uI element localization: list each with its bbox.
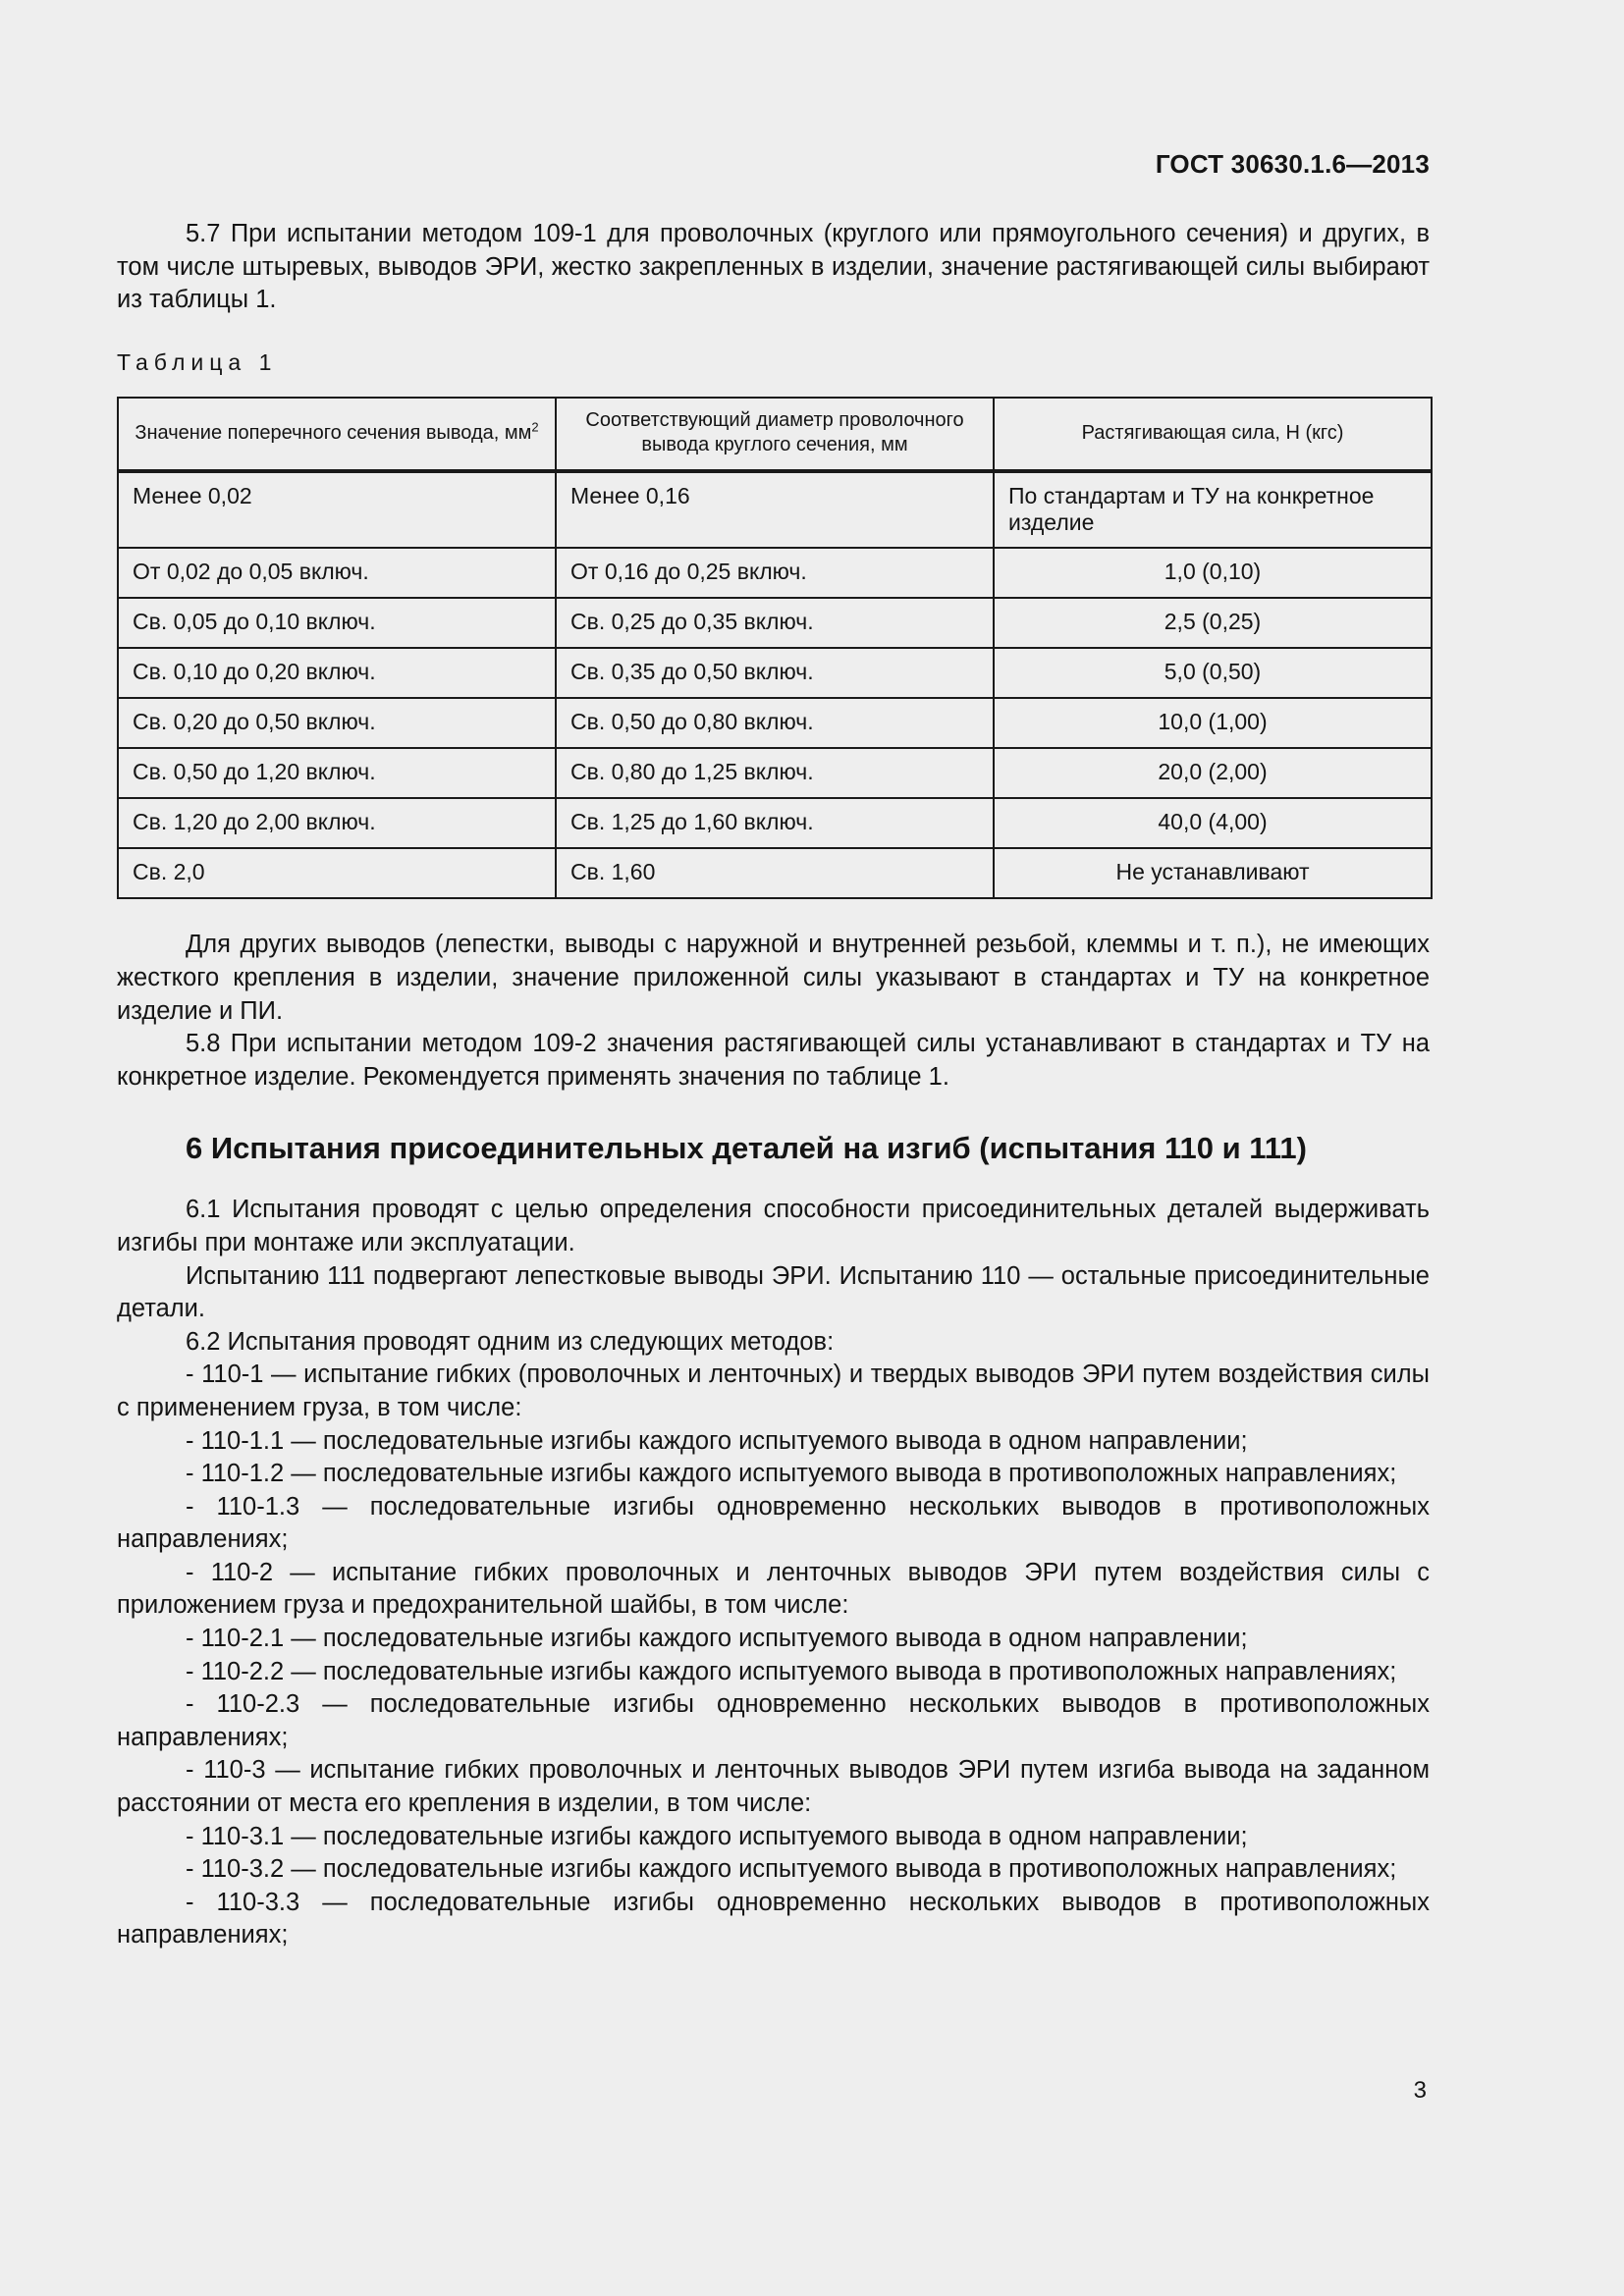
table-row — [118, 798, 1432, 848]
paragraph-other-leads: Для других выводов (лепестки, выводы с наружной и внутренней резьбой, клеммы и т. п.), не имеющих жесткого крепления в изделии, значение приложенной силы указывают в стандартах и ТУ на конкретное изделие и ПИ. — [117, 931, 1430, 1025]
table-row — [118, 648, 1432, 698]
section-6-heading: 6 Испытания присоединительных деталей на изгиб (испытания 110 и 111) — [186, 1131, 1307, 1166]
cell-diameter: Св. 1,60 — [556, 848, 994, 898]
cell-diameter: Менее 0,16 — [556, 471, 994, 548]
list-item-110-3-3: - 110-3.3 — последовательные изгибы одновременно нескольких выводов в противоположных направлениях; — [117, 1888, 1430, 1949]
list-item-110-1: - 110-1 — испытание гибких (проволочных и ленточных) и твердых выводов ЭРИ путем воздействия силы с применением груза, в том числе: — [117, 1361, 1430, 1421]
cell-section: Св. 0,20 до 0,50 включ. — [118, 698, 556, 748]
cell-force: 1,0 (0,10) — [994, 548, 1432, 598]
cell-diameter: Св. 0,25 до 0,35 включ. — [556, 598, 994, 648]
cell-section: Св. 0,50 до 1,20 включ. — [118, 748, 556, 798]
table-row — [118, 748, 1432, 798]
cell-section: Менее 0,02 — [118, 471, 556, 548]
table-1 — [117, 397, 1433, 899]
cell-force: 5,0 (0,50) — [994, 648, 1432, 698]
cell-section: Св. 0,05 до 0,10 включ. — [118, 598, 556, 648]
list-item-110-2-2: - 110-2.2 — последовательные изгибы каждого испытуемого вывода в противоположных направлениях; — [186, 1657, 1397, 1685]
cell-section: Св. 2,0 — [118, 848, 556, 898]
list-item-110-1-1: - 110-1.1 — последовательные изгибы каждого испытуемого вывода в одном направлении; — [186, 1426, 1248, 1455]
paragraph-5-7: 5.7 При испытании методом 109-1 для проволочных (круглого или прямоугольного сечения) и других, в том числе штыревых, выводов ЭРИ, жестко закрепленных в изделии, значение растягивающей силы выбирают из таблицы 1. — [117, 220, 1430, 314]
list-item-110-1-3: - 110-1.3 — последовательные изгибы одновременно нескольких выводов в противоположных направлениях; — [117, 1492, 1430, 1554]
document-code: ГОСТ 30630.1.6—2013 — [1155, 149, 1430, 179]
list-item-110-3-2: - 110-3.2 — последовательные изгибы каждого испытуемого вывода в противоположных направлениях; — [186, 1855, 1397, 1884]
cell-force: 20,0 (2,00) — [994, 748, 1432, 798]
cell-section: Св. 0,10 до 0,20 включ. — [118, 648, 556, 698]
paragraph-6-2: 6.2 Испытания проводят одним из следующих методов: — [186, 1327, 835, 1356]
cell-section: От 0,02 до 0,05 включ. — [118, 548, 556, 598]
table-header-section-text: Значение поперечного сечения вывода, мм — [135, 421, 532, 444]
list-item-110-2-1: - 110-2.1 — последовательные изгибы каждого испытуемого вывода в одном направлении; — [186, 1625, 1248, 1653]
section-6-body — [117, 1194, 1430, 1952]
cell-section: Св. 1,20 до 2,00 включ. — [118, 798, 556, 848]
cell-diameter: От 0,16 до 0,25 включ. — [556, 548, 994, 598]
table-header-diameter: Соответствующий диаметр проволочного вывода круглого сечения, мм — [556, 398, 994, 471]
table-row — [118, 548, 1432, 598]
cell-diameter: Св. 0,80 до 1,25 включ. — [556, 748, 994, 798]
cell-diameter: Св. 1,25 до 1,60 включ. — [556, 798, 994, 848]
table-header-section-sup: 2 — [531, 419, 539, 435]
after-table-text — [117, 929, 1430, 1094]
table-row — [118, 698, 1432, 748]
table-row — [118, 848, 1432, 898]
page-content — [117, 218, 1430, 1952]
table-header-row — [118, 398, 1432, 471]
list-item-110-2-3: - 110-2.3 — последовательные изгибы одновременно нескольких выводов в противоположных направлениях; — [117, 1690, 1430, 1751]
list-item-110-3: - 110-3 — испытание гибких проволочных и ленточных выводов ЭРИ путем изгиба вывода на заданном расстоянии от места его крепления в изделии, в том числе: — [117, 1756, 1430, 1818]
cell-force: 2,5 (0,25) — [994, 598, 1432, 648]
list-item-110-2: - 110-2 — испытание гибких проволочных и ленточных выводов ЭРИ путем воздействия силы с приложением груза и предохранительной шайбы, в том числе: — [117, 1558, 1430, 1620]
cell-force: 40,0 (4,00) — [994, 798, 1432, 848]
paragraph-test-111: Испытанию 111 подвергают лепестковые выводы ЭРИ. Испытанию 110 — остальные присоединительные детали. — [117, 1261, 1430, 1323]
table-header-section — [118, 398, 556, 471]
list-item-110-3-1: - 110-3.1 — последовательные изгибы каждого испытуемого вывода в одном направлении; — [186, 1822, 1248, 1850]
table-row — [118, 598, 1432, 648]
cell-diameter: Св. 0,50 до 0,80 включ. — [556, 698, 994, 748]
table-row — [118, 471, 1432, 548]
list-item-110-1-2: - 110-1.2 — последовательные изгибы каждого испытуемого вывода в противоположных направлениях; — [186, 1460, 1397, 1488]
page-number: 3 — [1413, 2077, 1427, 2104]
cell-force: По стандартам и ТУ на конкретное изделие — [994, 471, 1432, 548]
cell-diameter: Св. 0,35 до 0,50 включ. — [556, 648, 994, 698]
cell-force: Не устанавливают — [994, 848, 1432, 898]
table-header-force: Растягивающая сила, Н (кгс) — [994, 398, 1432, 471]
paragraph-5-8: 5.8 При испытании методом 109-2 значения растягивающей силы устанавливают в стандартах и ТУ на конкретное изделие. Рекомендуется применять значения по таблице 1. — [117, 1030, 1430, 1091]
paragraph-6-1: 6.1 Испытания проводят с целью определения способности присоединительных деталей выдерживать изгибы при монтаже или эксплуатации. — [117, 1196, 1430, 1256]
table-caption: Таблица 1 — [117, 348, 278, 375]
cell-force: 10,0 (1,00) — [994, 698, 1432, 748]
